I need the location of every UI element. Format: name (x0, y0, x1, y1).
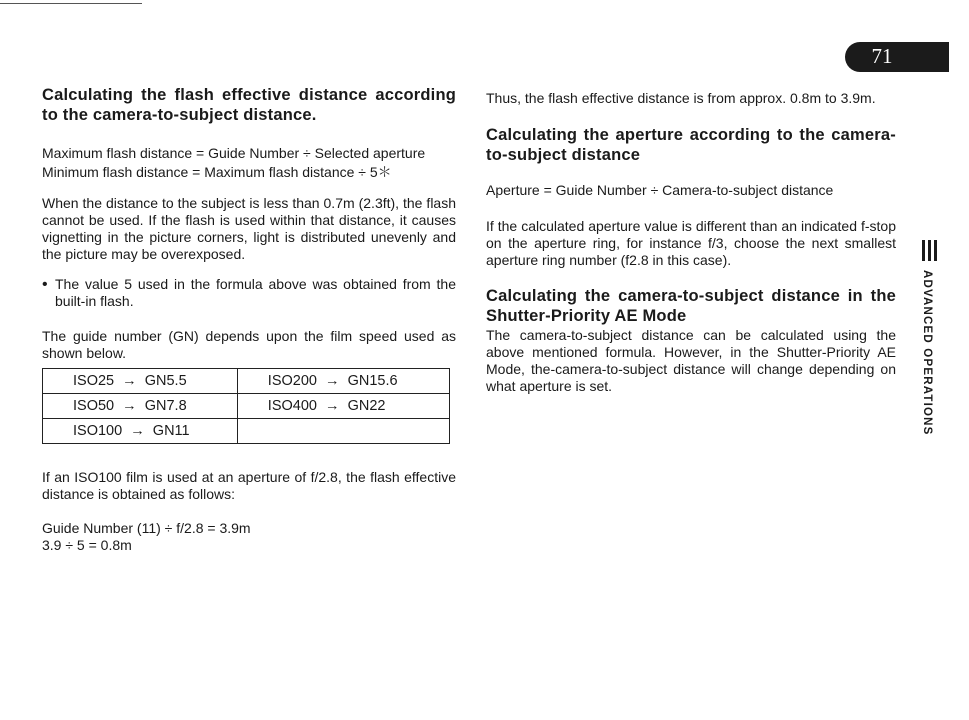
formula-min-distance: Minimum flash distance = Maximum flash distance ÷ 5＊ (42, 164, 392, 180)
heading-aperture: Calculating the aperture according to the camera-to-subject distance (486, 126, 896, 164)
table-row (43, 419, 450, 444)
left-column (42, 85, 456, 554)
table-cell: ISO200 → GN15.6 (237, 369, 449, 394)
formula-aperture: Aperture = Guide Number ÷ Camera-to-subject distance (486, 182, 834, 198)
paragraph-thus: Thus, the flash effective distance is from approx. 0.8m to 3.9m. (486, 90, 876, 106)
bullet-note (42, 276, 456, 310)
section-side-tab (921, 240, 937, 436)
bullet-dot: • (42, 276, 48, 293)
paragraph-vignetting: When the distance to the subject is less than 0.7m (2.3ft), the flash cannot be used. If the flash is used within that distance, it causes vignetting in the picture corners, light is distributed unevenly and the picture may be overexposed. (42, 195, 456, 262)
heading-camera-distance: Calculating the camera-to-subject distance in the Shutter-Priority AE Mode (486, 287, 896, 325)
table-cell: ISO50 → GN7.8 (43, 394, 238, 419)
paragraph-shutter-priority: The camera-to-subject distance can be calculated using the above mentioned formula. However, in the Shutter-Priority AE Mode, the-camera-to-subject distance will change depending on what aperture is set. (486, 327, 896, 394)
table-cell (237, 419, 449, 444)
section-roman-three-icon (922, 240, 937, 261)
table-cell: ISO100 → GN11 (43, 419, 238, 444)
table-cell: ISO25 → GN5.5 (43, 369, 238, 394)
paragraph-example: If an ISO100 film is used at an aperture of f/2.8, the flash effective distance is obtained as follows: (42, 469, 456, 502)
calculation-line-1: Guide Number (11) ÷ f/2.8 = 3.9m (42, 520, 251, 536)
top-rule (0, 3, 142, 4)
table-cell: ISO400 → GN22 (237, 394, 449, 419)
table-row (43, 394, 450, 419)
formula-max-distance: Maximum flash distance = Guide Number ÷ Selected aperture (42, 145, 426, 161)
calculation-line-2: 3.9 ÷ 5 = 0.8m (42, 537, 132, 553)
paragraph-fstop: If the calculated aperture value is different than an indicated f-stop on the aperture ring, for instance f/3, choose the next smallest aperture ring number (f2.8 in this case). (486, 218, 896, 268)
heading-flash-distance: Calculating the flash effective distance according to the camera-to-subject distance. (42, 86, 456, 124)
right-column (486, 90, 896, 395)
section-side-label: ADVANCED OPERATIONS (921, 270, 933, 436)
iso-guide-number-table (42, 368, 450, 444)
bullet-note-text: The value 5 used in the formula above was obtained from the built-in flash. (55, 276, 456, 309)
paragraph-guide-number: The guide number (GN) depends upon the film speed used as shown below. (42, 328, 456, 361)
page-number: 71 (871, 44, 893, 68)
table-row (43, 369, 450, 394)
page-number-tab (845, 42, 949, 72)
